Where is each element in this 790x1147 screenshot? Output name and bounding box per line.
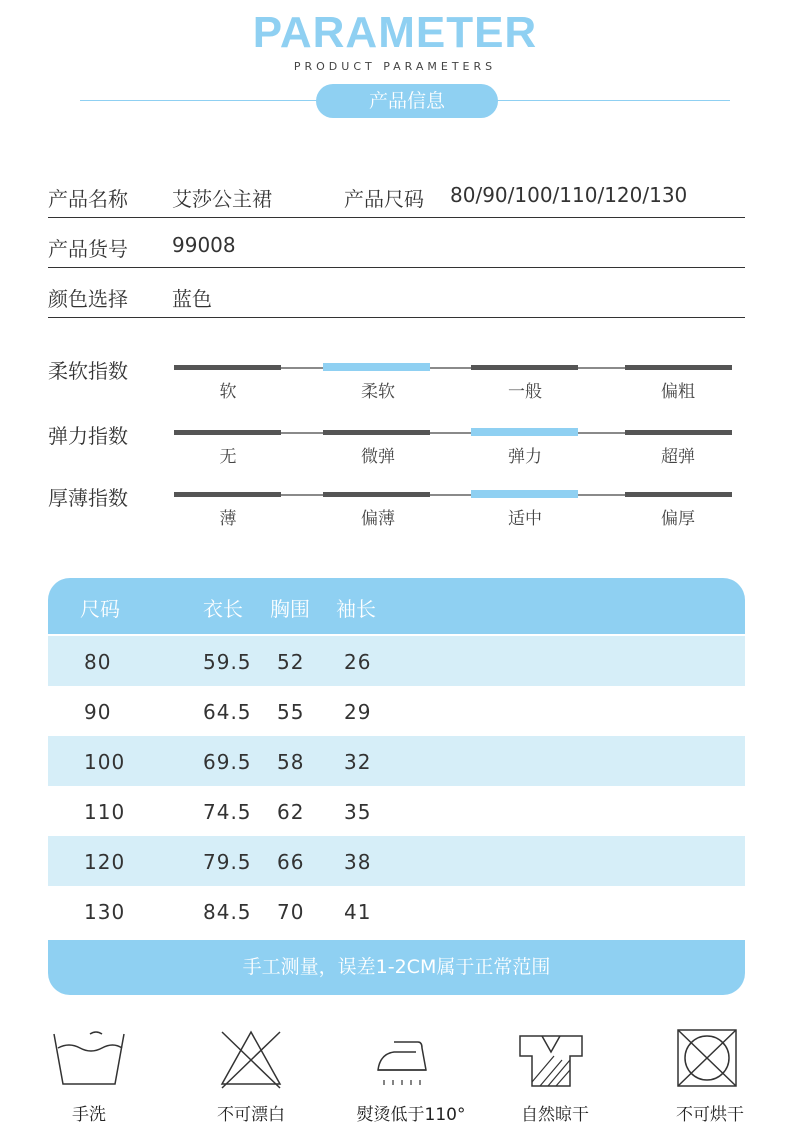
- product-name-label: 产品名称: [48, 187, 128, 211]
- care-label-dry: 自然晾干: [521, 1105, 589, 1125]
- table-cell: 52: [277, 650, 305, 674]
- index-segment: [471, 365, 578, 370]
- index-segment: [625, 492, 732, 497]
- index-option-label: 适中: [508, 509, 542, 529]
- index-label: 弹力指数: [48, 424, 128, 448]
- index-option-label: 软: [219, 382, 237, 402]
- index-segment-selected: [471, 428, 578, 436]
- table-row: [48, 686, 745, 736]
- index-label: 厚薄指数: [48, 486, 128, 510]
- index-segment: [174, 365, 281, 370]
- index-segment: [323, 430, 430, 435]
- no-bleach-icon: [218, 1028, 284, 1090]
- index-option-label: 偏薄: [361, 509, 395, 529]
- index-option-label: 弹力: [508, 447, 542, 467]
- table-cell: 64.5: [203, 700, 252, 724]
- product-size-value: 80/90/100/110/120/130: [450, 183, 688, 207]
- index-option-label: 微弹: [361, 447, 395, 467]
- header-sleeve: 袖长: [336, 597, 376, 621]
- care-label-iron: 熨烫低于110°: [356, 1105, 466, 1125]
- table-cell: 79.5: [203, 850, 252, 874]
- index-segment: [625, 430, 732, 435]
- product-name-value: 艾莎公主裙: [172, 187, 272, 211]
- table-cell: 120: [84, 850, 126, 874]
- table-row: [48, 836, 745, 886]
- care-label-no-tumble-dry: 不可烘干: [676, 1105, 744, 1125]
- table-cell: 69.5: [203, 750, 252, 774]
- page-subtitle: PRODUCT PARAMETERS: [293, 60, 497, 73]
- info-divider: [48, 267, 745, 268]
- table-row: [48, 736, 745, 786]
- table-cell: 130: [84, 900, 126, 924]
- table-cell: 32: [344, 750, 372, 774]
- page-title: PARAMETER: [252, 8, 538, 57]
- table-row: [48, 886, 745, 936]
- care-label-hand-wash: 手洗: [72, 1105, 106, 1125]
- table-row: [48, 786, 745, 836]
- table-cell: 70: [277, 900, 305, 924]
- table-cell: 80: [84, 650, 112, 674]
- table-cell: 100: [84, 750, 126, 774]
- table-cell: 74.5: [203, 800, 252, 824]
- table-row: [48, 636, 745, 686]
- section-pill: 产品信息: [316, 84, 498, 118]
- index-option-label: 柔软: [361, 382, 395, 402]
- index-label: 柔软指数: [48, 359, 128, 383]
- header-length: 衣长: [203, 597, 243, 621]
- index-segment: [625, 365, 732, 370]
- index-segment: [174, 492, 281, 497]
- info-divider: [48, 217, 745, 218]
- index-segment-selected: [471, 490, 578, 498]
- product-code-value: 99008: [172, 233, 236, 257]
- index-segment-selected: [323, 363, 430, 371]
- color-label: 颜色选择: [48, 287, 128, 311]
- info-divider: [48, 317, 745, 318]
- hand-wash-icon: [52, 1030, 126, 1090]
- table-cell: 90: [84, 700, 112, 724]
- size-table-header: [48, 578, 745, 634]
- header-chest: 胸围: [270, 597, 310, 621]
- product-code-label: 产品货号: [48, 237, 128, 261]
- color-value: 蓝色: [172, 287, 212, 311]
- index-option-label: 薄: [219, 509, 237, 529]
- header-size: 尺码: [80, 597, 120, 621]
- index-option-label: 偏厚: [661, 509, 695, 529]
- table-cell: 29: [344, 700, 372, 724]
- table-cell: 59.5: [203, 650, 252, 674]
- care-label-no-bleach: 不可漂白: [217, 1105, 285, 1125]
- table-cell: 62: [277, 800, 305, 824]
- table-cell: 84.5: [203, 900, 252, 924]
- no-tumble-dry-icon: [674, 1026, 740, 1090]
- table-cell: 26: [344, 650, 372, 674]
- size-table-footer: 手工测量，误差1-2CM属于正常范围: [48, 940, 745, 995]
- table-cell: 41: [344, 900, 372, 924]
- table-cell: 35: [344, 800, 372, 824]
- index-segment: [323, 492, 430, 497]
- table-cell: 38: [344, 850, 372, 874]
- table-cell: 110: [84, 800, 126, 824]
- product-size-label: 产品尺码: [344, 187, 424, 211]
- dry-flat-shade-icon: [518, 1030, 584, 1090]
- index-option-label: 偏粗: [661, 382, 695, 402]
- table-cell: 66: [277, 850, 305, 874]
- iron-icon: [374, 1030, 440, 1090]
- index-option-label: 一般: [508, 382, 542, 402]
- index-option-label: 超弹: [661, 447, 695, 467]
- table-cell: 55: [277, 700, 305, 724]
- table-cell: 58: [277, 750, 305, 774]
- index-segment: [174, 430, 281, 435]
- index-option-label: 无: [219, 447, 237, 467]
